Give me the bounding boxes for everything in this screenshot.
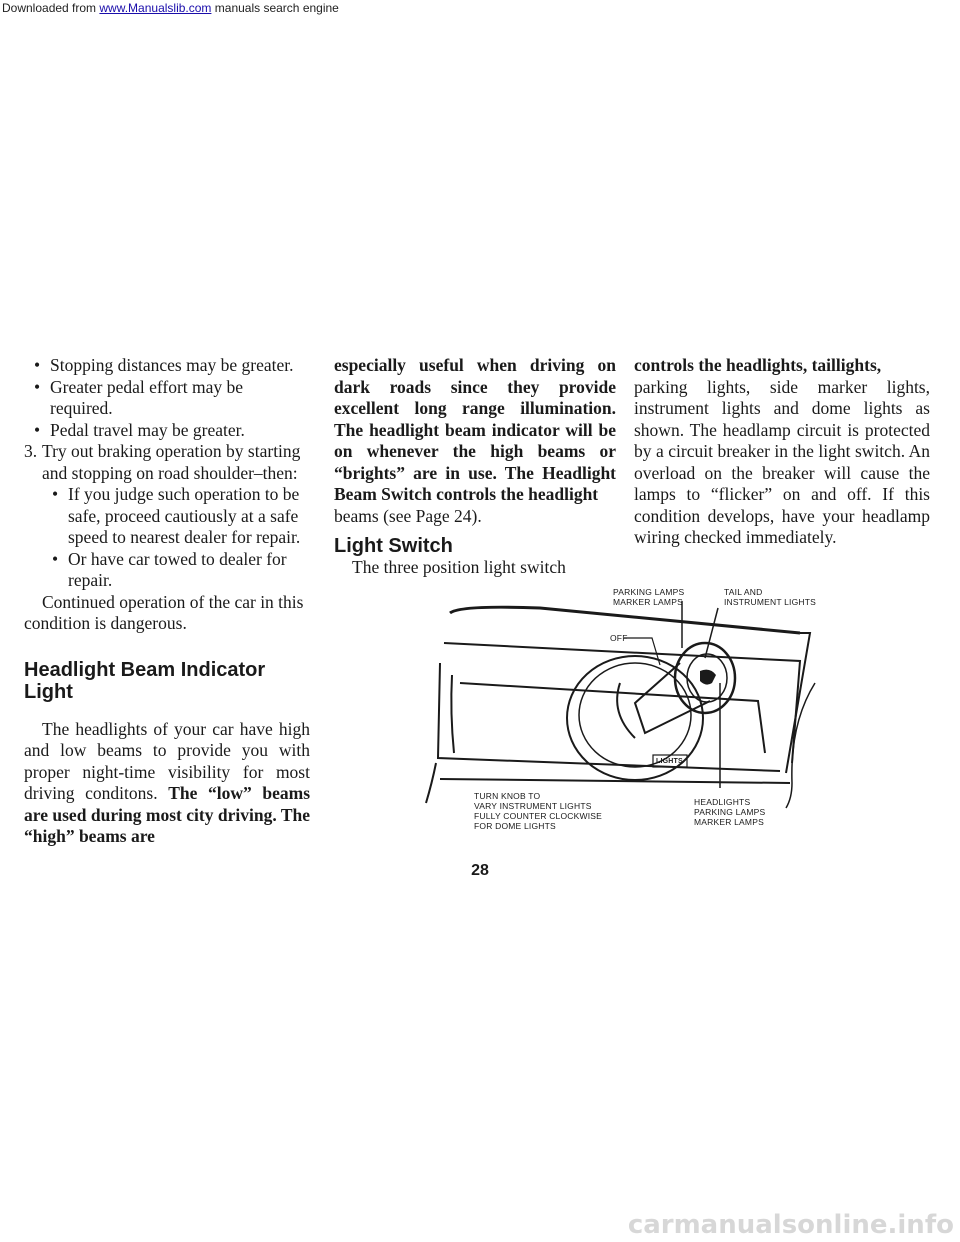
headlight-paragraph	[24, 719, 310, 848]
heading-light-switch: Light Switch	[334, 535, 453, 557]
heading-headlight-beam-indicator: Headlight Beam Indicator Light	[24, 658, 266, 703]
column-left	[24, 355, 310, 848]
label-turn-knob-4: FOR DOME LIGHTS	[474, 821, 556, 831]
item-number: 3.	[24, 441, 38, 461]
beams-reference: beams (see Page 24).	[334, 505, 482, 526]
circuit-paragraph: parking lights, side marker lights, instrument lights and dome lights as shown. The headlamp circuit is protected by a circuit breaker in the light switch. An overload on the breaker will cause the lamps to “flicker” on and off. If this condition develops, have your headlamp wiring checked immediately.	[634, 376, 930, 547]
label-turn-knob-1: TURN KNOB TO	[474, 791, 541, 801]
label-instrument-lights: INSTRUMENT LIGHTS	[724, 597, 817, 607]
item-text: Try out braking operation by starting and stopping on road shoulder–then:	[42, 441, 301, 483]
column-middle	[334, 355, 616, 579]
page-number: 28	[471, 862, 489, 879]
label-tail-and: TAIL AND	[724, 587, 763, 597]
light-switch-intro: The three position light switch	[352, 557, 566, 577]
high-beam-paragraph: especially useful when driving on dark roads since they provide excellent long range illumination. The headlight beam indicator will be on whenever the high beams or “brights” are in use. The Headlight Beam Switch controls the headlight	[334, 355, 616, 504]
controls-line: controls the headlights, taillights,	[634, 355, 882, 375]
sub-bullet-item: • If you judge such operation to be safe, proceed cautiously at a safe speed to nearest dealer for repair.	[24, 484, 310, 549]
label-parking-lamps-top: PARKING LAMPS	[613, 587, 685, 597]
label-parking-lamps: PARKING LAMPS	[694, 807, 766, 817]
label-off: OFF	[610, 633, 628, 643]
paragraph-bold: The “low” beams are used during most city driving. The “high” beams are	[24, 783, 311, 846]
header-prefix: Downloaded from	[2, 1, 100, 15]
label-headlights: HEADLIGHTS	[694, 797, 751, 807]
paragraph-normal: The headlights of your car have high and low beams to provide you with proper night-time visibility for most driving conditons.	[24, 718, 310, 803]
bullet-item: • Stopping distances may be greater.	[24, 355, 310, 377]
brake-bullets	[24, 355, 310, 441]
sub-bullets	[24, 484, 310, 592]
manualslib-link[interactable]: www.Manualslib.com	[99, 1, 212, 15]
label-lights-plate: LIGHTS	[656, 758, 683, 765]
label-marker-lamps: MARKER LAMPS	[694, 817, 764, 827]
sub-bullet-item: • Or have car towed to dealer for repair.	[24, 549, 310, 592]
label-turn-knob-2: VARY INSTRUMENT LIGHTS	[474, 801, 592, 811]
bullet-item: • Greater pedal effort may be required.	[24, 377, 310, 420]
bullet-item: • Pedal travel may be greater.	[24, 420, 310, 442]
download-header	[2, 1, 339, 15]
watermark: carmanualsonline.info	[627, 1210, 954, 1240]
column-right	[634, 355, 930, 549]
label-turn-knob-3: FULLY COUNTER CLOCKWISE	[474, 811, 603, 821]
light-switch-diagram	[420, 583, 820, 833]
label-marker-lamps-top: MARKER LAMPS	[613, 597, 683, 607]
header-suffix: manuals search engine	[211, 1, 339, 15]
continued-paragraph: Continued operation of the car in this condition is dangerous.	[24, 591, 304, 633]
numbered-item-3	[24, 441, 310, 484]
